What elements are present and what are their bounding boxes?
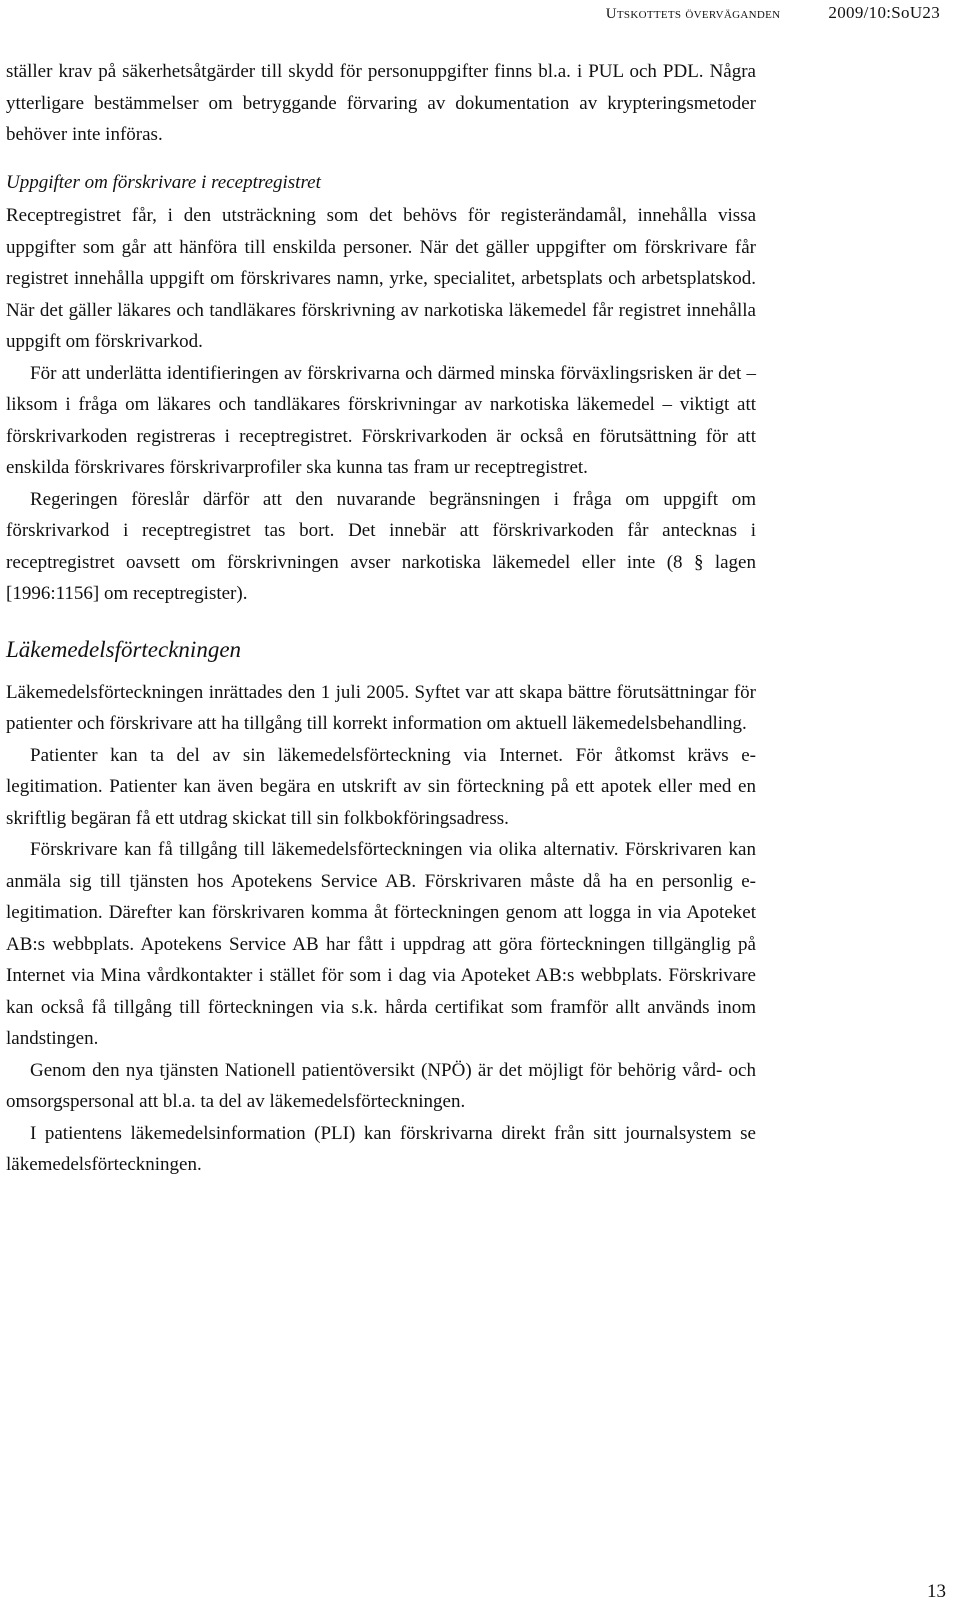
paragraph-continued: ställer krav på säkerhetsåtgärder till skydd för personuppgifter finns bl.a. i PUL och PDL. Några ytterligare bestämmelser om betryggande förvaring av dokumentation av krypteringsmetoder behöver inte införas. xyxy=(6,61,756,145)
paragraph-inrattades: Läkemedelsförteckningen inrättades den 1 juli 2005. Syftet var att skapa bättre förutsättningar för patienter och förskrivare att ha tillgång till korrekt information om aktuell läkemedelsbehandling. xyxy=(6,681,756,734)
paragraph-forvaxlingsrisk: För att underlätta identifieringen av förskrivarna och därmed minska förväxlingsrisken är det – liksom i fråga om läkares och tandläkares förskrivningar av narkotiska läkemedel – viktigt att förskrivarkoden registreras i receptregistret. Förskrivarkoden är också en förutsättning för att enskilda förskrivares förskrivarprofiler ska kunna tas fram ur receptregistret. xyxy=(6,362,756,478)
section-heading-lakemedelsforteckningen: Läkemedelsförteckningen xyxy=(6,636,242,662)
header-document-number: 2009/10:SoU23 xyxy=(828,3,940,22)
header-section-title: Utskottets överväganden xyxy=(605,6,781,22)
subheading-forskrivare: Uppgifter om förskrivare i receptregistret xyxy=(6,171,321,193)
page-body xyxy=(6,56,756,1181)
paragraph-forskrivare-tillgang: Förskrivare kan få tillgång till läkemedelsförteckningen via olika alternativ. Förskrivaren kan anmäla sig till tjänsten hos Apotekens Service AB. Förskrivaren måste då ha en personlig e-legitimation. Därefter kan förskrivaren komma åt förteckningen genom att logga in via Apoteket AB:s webbplats. Apotekens Service AB har fått i uppdrag att göra förteckningen tillgänglig på Internet via Mina vårdkontakter i stället för som i dag via Apoteket AB:s webbplats. Förskrivare kan också få tillgång till förteckningen via s.k. hårda certifikat som framför allt används inom landstingen. xyxy=(6,839,756,1049)
paragraph-pli: I patientens läkemedelsinformation (PLI) kan förskrivarna direkt från sitt journalsystem se läkemedelsförteckningen. xyxy=(6,1122,756,1175)
paragraph-patienter: Patienter kan ta del av sin läkemedelsförteckning via Internet. För åtkomst krävs e-legitimation. Patienter kan även begära en utskrift av sin förteckning på ett apotek eller med en skriftlig begäran få ett utdrag skickat till sin folkbokföringsadress. xyxy=(6,744,756,829)
paragraph-receptregistret: Receptregistret får, i den utsträckning som det behövs för registerändamål, innehålla vissa uppgifter som går att hänföra till enskilda personer. När det gäller uppgifter om förskrivare får registret innehålla uppgift om förskrivares namn, yrke, specialitet, arbetsplats och arbetsplatskod. När det gäller läkares och tandläkares förskrivning av narkotiska läkemedel får registret innehålla uppgift om förskrivarkod. xyxy=(6,205,756,352)
running-header xyxy=(606,3,940,23)
paragraph-npo: Genom den nya tjänsten Nationell patientöversikt (NPÖ) är det möjligt för behörig vård- och omsorgspersonal att bl.a. ta del av läkemedelsförteckningen. xyxy=(6,1059,756,1112)
paragraph-regeringen-foreslar: Regeringen föreslår därför att den nuvarande begränsningen i fråga om uppgift om förskrivarkod i receptregistret tas bort. Det innebär att förskrivarkoden får antecknas i receptregistret oavsett om förskrivningen avser narkotiska läkemedel eller inte (8 § lagen [1996:1156] om receptregister). xyxy=(6,488,756,604)
page-number: 13 xyxy=(927,1581,946,1602)
